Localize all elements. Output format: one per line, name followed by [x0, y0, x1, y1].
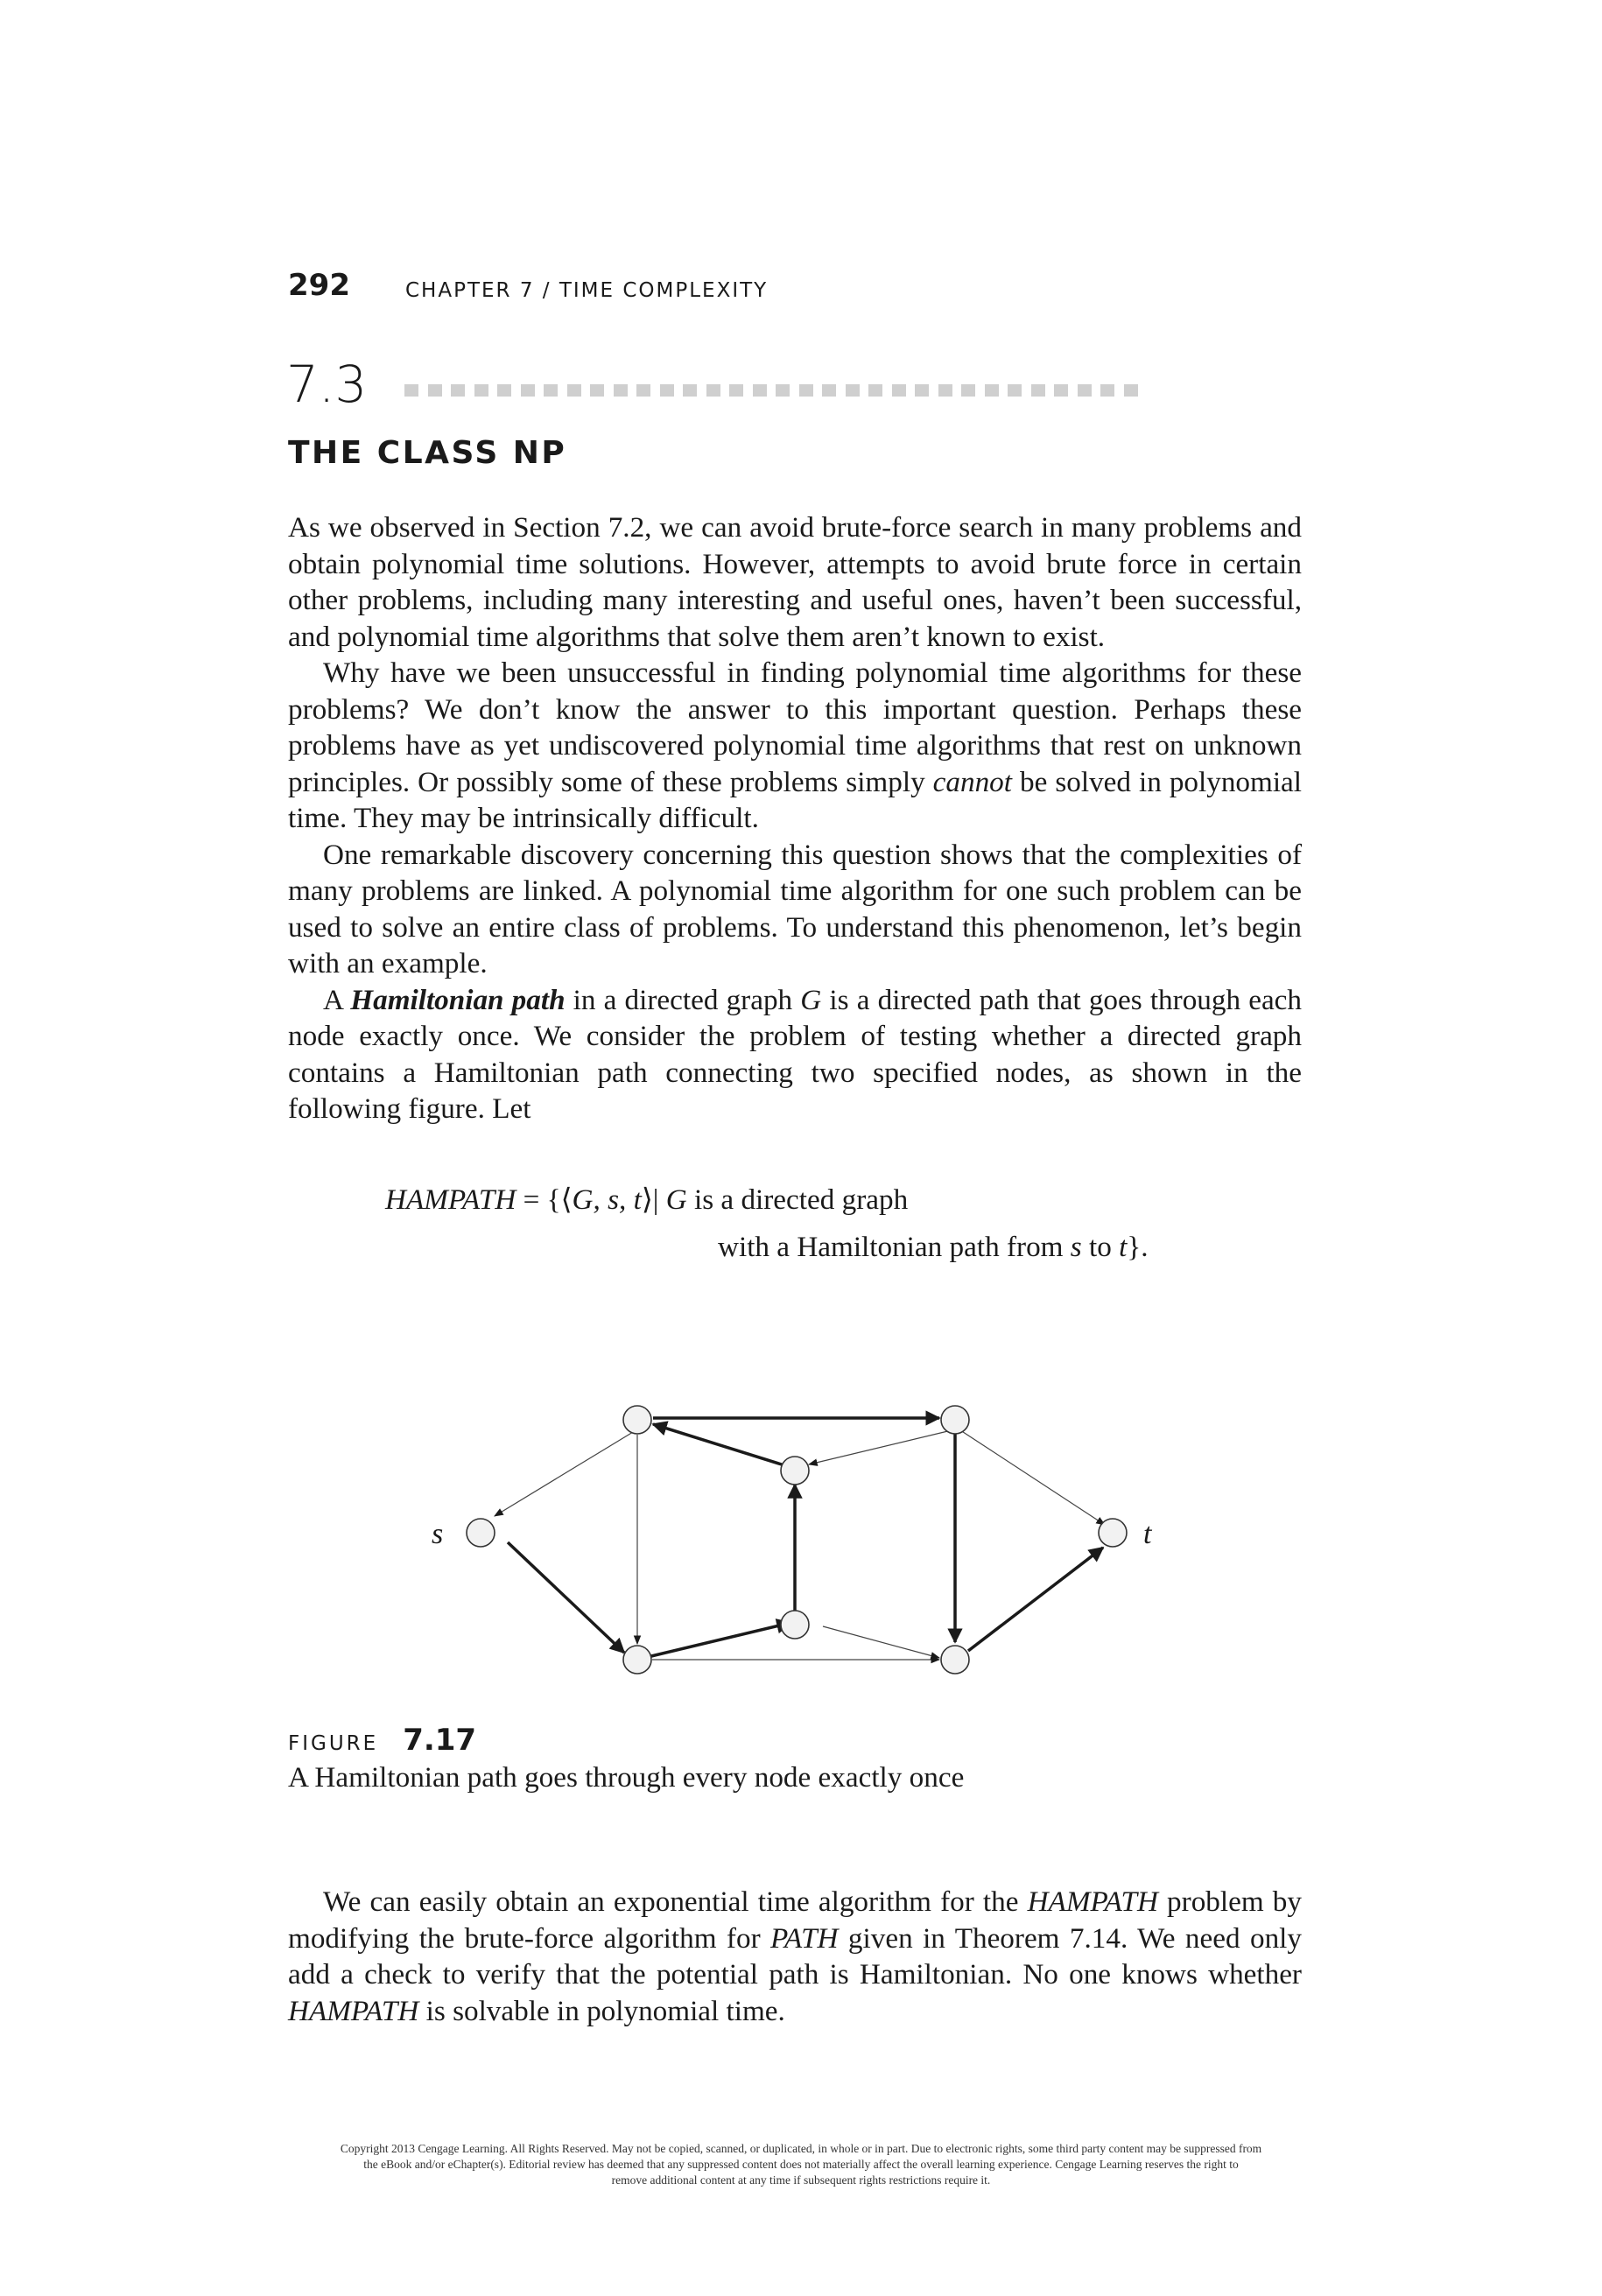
node-a [623, 1406, 651, 1434]
node-d [623, 1646, 651, 1674]
term-hamiltonian-path: Hamiltonian path [350, 983, 566, 1016]
section-number: 7.3 [286, 355, 368, 414]
node-f [781, 1611, 809, 1639]
edge-b-c [809, 1429, 955, 1464]
figure-number: 7.17 [403, 1723, 477, 1758]
edge-c-a [653, 1424, 784, 1465]
node-t [1099, 1519, 1127, 1547]
hamiltonian-path-figure [411, 1392, 1199, 1707]
section-rule-dots [404, 384, 1138, 397]
page-number: 292 [288, 268, 350, 303]
hampath-definition [385, 1182, 1261, 1278]
paragraph-5: We can easily obtain an exponential time algorithm for the HAMPATH problem by modifying the brute-force algorithm for PATH given in Theorem 7.14. We need only add a check to verify that the potential path is Hamiltonian. No one knows whether HAMPATH is solvable in polynomial time. [288, 1885, 1302, 2027]
page-header [288, 268, 1312, 312]
edge-b-t [955, 1427, 1105, 1525]
running-head: CHAPTER 7 / TIME COMPLEXITY [405, 279, 769, 302]
node-b [941, 1406, 969, 1434]
node-s [467, 1519, 495, 1547]
emphasis-cannot: cannot [932, 765, 1012, 798]
closing-text [288, 1884, 1302, 2029]
paragraph-1: As we observed in Section 7.2, we can avoid brute-force search in many problems and obtain polynomial time solutions. However, attempts to avoid brute force in certain other problems, including many interesting and useful ones, haven’t been successful, and polynomial time algorithms that solve them aren’t known to exist. [288, 511, 1302, 653]
edge-d-f [651, 1623, 790, 1656]
footer-line-2: the eBook and/or eChapter(s). Editorial review has deemed that any suppressed content does not materially affect the overall learning experience. Cengage Learning reserves the right to [363, 2158, 1239, 2171]
footer-line-3: remove additional content at any time if subsequent rights restrictions require it. [611, 2173, 991, 2187]
paragraph-4: A Hamiltonian path in a directed graph G is a directed path that goes through each node exactly once. We consider the problem of testing whether a directed graph contains a Hamiltonian path connecting two specified nodes, as shown in the following figure. Let [288, 983, 1303, 1125]
node-c [781, 1457, 809, 1485]
footer-line-1: Copyright 2013 Cengage Learning. All Rights Reserved. May not be copied, scanned, or duplicated, in whole or in part. Due to electronic rights, some third party content may be suppressed from [340, 2142, 1262, 2155]
figure-caption: A Hamiltonian path goes through every node exactly once [288, 1761, 965, 1794]
paragraph-2: Why have we been unsuccessful in finding polynomial time algorithms for these problems? We don’t know the answer to this important question. Perhaps these problems have as yet undiscovered polynomial time algorithms that rest on unknown principles. Or possibly some of these problems simply cannot be solved in polynomial time. They may be intrinsically difficult. [288, 657, 1302, 834]
node-e [941, 1646, 969, 1674]
definition-line-1: HAMPATH = {⟨G, s, t⟩| G is a directed graph [385, 1183, 909, 1216]
edge-e-t [968, 1548, 1103, 1651]
copyright-footer [175, 2141, 1427, 2188]
edge-a-s [495, 1429, 637, 1516]
label-t: t [1143, 1518, 1152, 1550]
definition-line-2: with a Hamiltonian path from s to t}. [718, 1231, 1149, 1263]
intro-text [288, 509, 1302, 1127]
figure-word: FIGURE [288, 1732, 379, 1755]
paragraph-3: One remarkable discovery concerning this question shows that the complexities of many problems are linked. A polynomial time algorithm for one such problem can be used to solve an entire class of problems. To understand this phenomenon, let’s begin with an example. [288, 838, 1302, 979]
section-title: THE CLASS NP [288, 435, 567, 471]
edge-f-e [823, 1626, 939, 1658]
figure-label [288, 1723, 476, 1758]
label-s: s [432, 1518, 444, 1550]
edge-s-d [508, 1542, 624, 1653]
